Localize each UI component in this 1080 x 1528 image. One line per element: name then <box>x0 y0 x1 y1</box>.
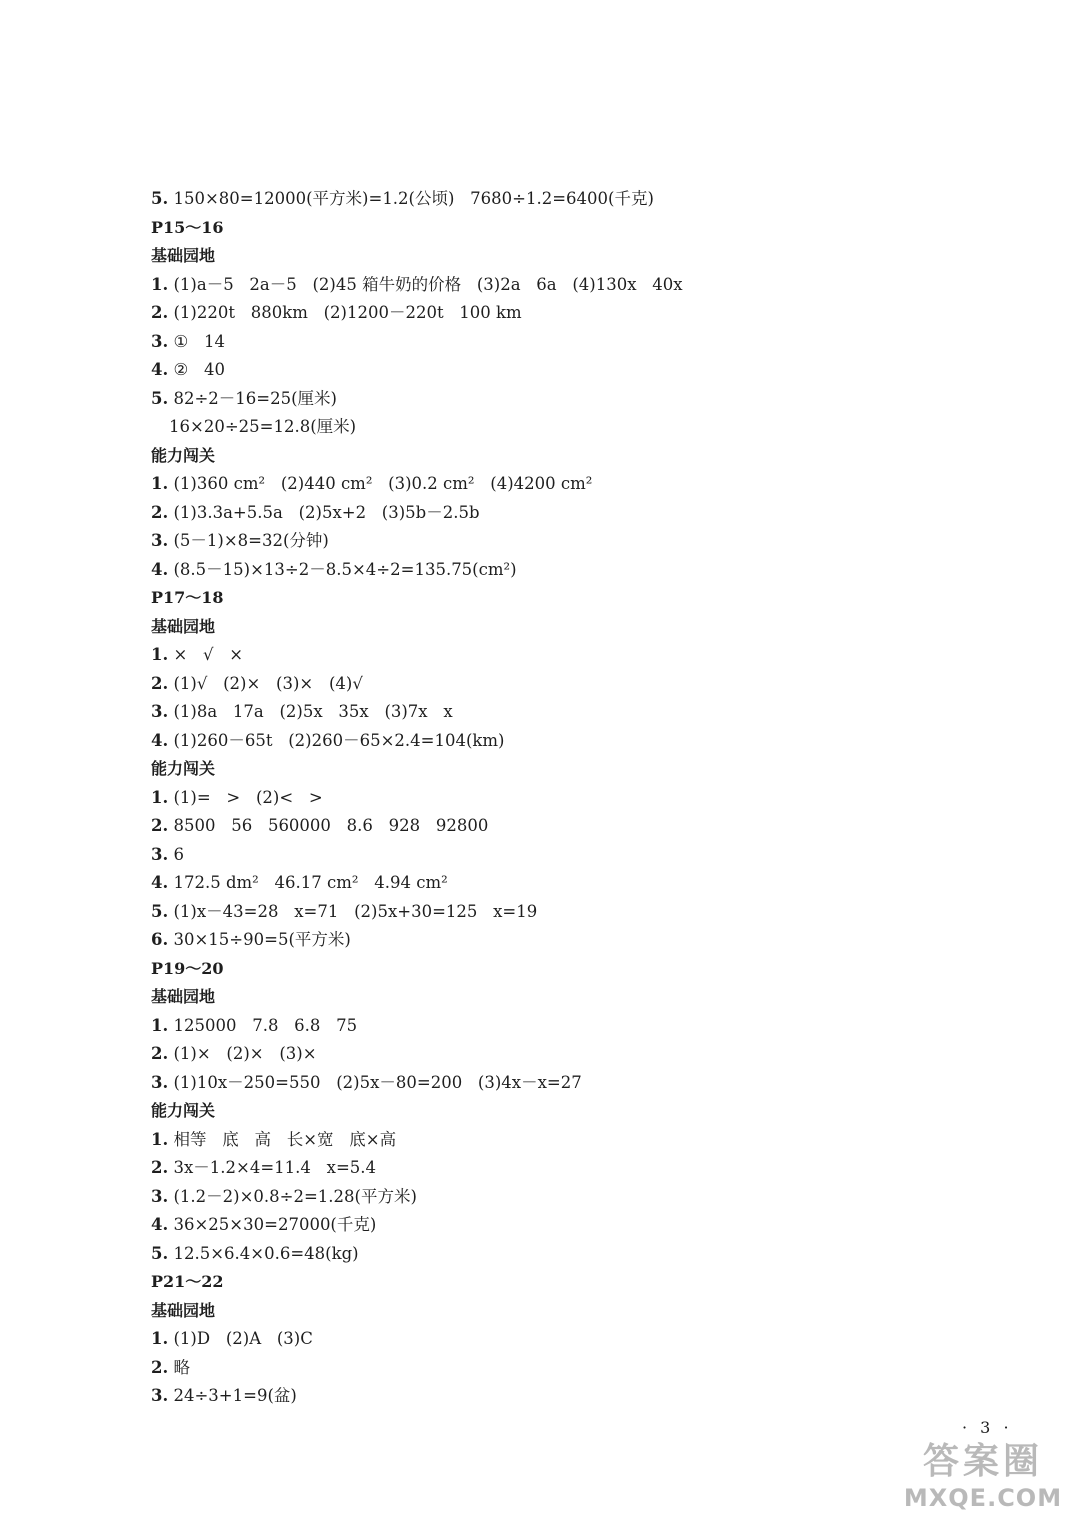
item-number: 5. <box>151 1243 169 1263</box>
item-number: 4. <box>151 730 169 750</box>
item-text: 125000 7.8 6.8 75 <box>173 1015 358 1035</box>
item-number: 4. <box>151 1215 169 1234</box>
item-text: (1)3.3a+5.5a (2)5x+2 (3)5b－2.5b <box>173 502 480 522</box>
item-text: ② 40 <box>173 360 226 379</box>
answer-item <box>151 556 1031 585</box>
answer-content <box>151 185 1031 1411</box>
item-text: (1)√ (2)× (3)× (4)√ <box>173 673 363 693</box>
item-text: (1)260－65t (2)260－65×2.4=104(km) <box>173 730 505 750</box>
item-text: 150×80=12000(平方米)=1.2(公顷) 7680÷1.2=6400(千克) <box>173 189 654 208</box>
subsection-heading: 基础园地 <box>151 246 216 265</box>
answer-item <box>151 271 1031 300</box>
section-heading: P15～16 <box>151 217 224 237</box>
answer-item <box>151 1354 1031 1383</box>
item-text: (5－1)×8=32(分钟) <box>173 531 329 550</box>
subsection-heading: 能力闯关 <box>151 759 216 778</box>
answer-item <box>151 898 1031 927</box>
answer-item <box>151 727 1031 756</box>
section-heading: P21～22 <box>151 1272 224 1291</box>
item-number: 1. <box>151 1015 169 1035</box>
answer-item <box>151 1183 1031 1212</box>
watermark-en: MXQE.COM <box>903 1484 1063 1512</box>
item-number: 1. <box>151 1129 169 1149</box>
item-number: 4. <box>151 559 169 579</box>
item-text: (1)a－5 2a－5 (2)45 箱牛奶的价格 (3)2a 6a (4)130x 40x <box>173 274 683 294</box>
answer-item <box>151 641 1031 670</box>
item-number: 2. <box>151 1158 169 1177</box>
watermark-logo <box>898 1440 1068 1520</box>
item-number: 3. <box>151 1186 169 1206</box>
answer-continuation: 16×20÷25=12.8(厘米) <box>169 417 357 436</box>
item-number: 1. <box>151 474 169 493</box>
item-text: 3x－1.2×4=11.4 x=5.4 <box>173 1158 377 1177</box>
item-number: 3. <box>151 531 169 550</box>
item-text: (1)x－43=28 x=71 (2)5x+30=125 x=19 <box>173 901 538 921</box>
item-text: ① 14 <box>173 331 226 351</box>
item-number: 2. <box>151 502 169 522</box>
item-number: 2. <box>151 673 169 693</box>
section-heading: P19～20 <box>151 958 224 978</box>
subsection-heading: 能力闯关 <box>151 445 216 465</box>
answer-item <box>151 527 1031 556</box>
answer-item <box>151 299 1031 328</box>
item-number: 3. <box>151 331 169 351</box>
answer-item <box>151 470 1031 499</box>
item-text: (1)× (2)× (3)× <box>173 1044 317 1063</box>
answer-item <box>151 499 1031 528</box>
item-text: (1)220t 880km (2)1200－220t 100 km <box>173 303 522 322</box>
item-number: 1. <box>151 1329 169 1348</box>
item-number: 2. <box>151 1044 169 1063</box>
item-text: (1)360 cm² (2)440 cm² (3)0.2 cm² (4)4200 cm² <box>173 474 593 493</box>
answer-item <box>151 356 1031 385</box>
item-text: 相等 底 高 长×宽 底×高 <box>173 1129 397 1149</box>
item-number: 3. <box>151 1072 169 1092</box>
item-text: 12.5×6.4×0.6=48(kg) <box>173 1243 359 1263</box>
answer-item <box>151 670 1031 699</box>
subsection-heading: 基础园地 <box>151 616 216 636</box>
answer-item <box>151 841 1031 870</box>
answer-item <box>151 1240 1031 1269</box>
subsection-heading: 能力闯关 <box>151 1101 216 1120</box>
item-number: 2. <box>151 816 169 835</box>
answer-item <box>151 926 1031 955</box>
answer-item <box>151 698 1031 727</box>
item-number: 3. <box>151 1386 169 1405</box>
item-text: (1.2－2)×0.8÷2=1.28(平方米) <box>173 1186 417 1206</box>
answer-item <box>151 1325 1031 1354</box>
answer-item <box>151 385 1031 414</box>
item-number: 5. <box>151 388 169 408</box>
item-text: 30×15÷90=5(平方米) <box>173 930 351 949</box>
item-number: 5. <box>151 189 169 208</box>
item-number: 2. <box>151 1357 169 1377</box>
subsection-heading: 基础园地 <box>151 1300 216 1320</box>
answer-item <box>151 1154 1031 1183</box>
answer-item <box>151 1012 1031 1041</box>
item-text: 172.5 dm² 46.17 cm² 4.94 cm² <box>173 873 448 892</box>
item-text: 6 <box>173 844 184 864</box>
item-text: 8500 56 560000 8.6 928 92800 <box>173 816 489 835</box>
item-number: 1. <box>151 274 169 294</box>
section-heading: P17～18 <box>151 588 224 607</box>
item-text: 82÷2－16=25(厘米) <box>173 388 337 408</box>
answer-item <box>151 812 1031 841</box>
item-text: × √ × <box>173 645 244 664</box>
answer-item <box>151 1069 1031 1098</box>
answer-item <box>151 784 1031 813</box>
item-number: 3. <box>151 844 169 864</box>
subsection-heading: 基础园地 <box>151 987 216 1006</box>
item-number: 1. <box>151 787 169 807</box>
item-number: 3. <box>151 702 169 721</box>
item-number: 4. <box>151 360 169 379</box>
item-text: (1)8a 17a (2)5x 35x (3)7x x <box>173 702 453 721</box>
item-text: (1)10x－250=550 (2)5x－80=200 (3)4x－x=27 <box>173 1072 582 1092</box>
answer-item <box>151 1126 1031 1155</box>
item-number: 4. <box>151 873 169 892</box>
item-text: 略 <box>173 1357 190 1377</box>
item-number: 1. <box>151 645 169 664</box>
item-number: 2. <box>151 303 169 322</box>
item-text: 36×25×30=27000(千克) <box>173 1215 377 1234</box>
item-text: (1)D (2)A (3)C <box>173 1329 313 1348</box>
item-text: (8.5－15)×13÷2－8.5×4÷2=135.75(cm²) <box>173 559 517 579</box>
watermark-cn: 答案圈 <box>922 1441 1043 1482</box>
answer-item <box>151 1211 1031 1240</box>
item-text: (1)= > (2)< > <box>173 787 323 807</box>
answer-item <box>151 1382 1031 1411</box>
item-number: 5. <box>151 901 169 921</box>
answer-item <box>151 869 1031 898</box>
answer-item <box>151 1040 1031 1069</box>
answer-item <box>151 185 1031 214</box>
page-number: · 3 · <box>962 1418 1013 1437</box>
item-number: 6. <box>151 930 169 949</box>
answer-item <box>151 328 1031 357</box>
item-text: 24÷3+1=9(盆) <box>173 1386 297 1405</box>
